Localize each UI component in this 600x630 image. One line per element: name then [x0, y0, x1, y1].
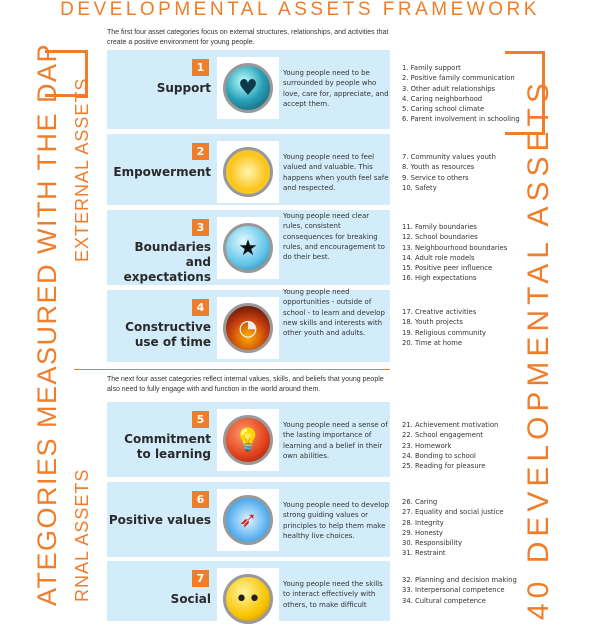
category-number: 6 — [192, 491, 209, 508]
category-number: 5 — [192, 411, 209, 428]
asset-item: 6. Parent involvement in schooling — [402, 115, 520, 124]
asset-item: 4. Caring neighborhood — [402, 94, 483, 103]
asset-item: 29. Honesty — [402, 528, 443, 537]
category-description: Young people need a sense of the lasting importance of learning and a belief in their own abilities. — [283, 421, 388, 460]
category-number: 3 — [192, 219, 209, 236]
asset-item: 14. Adult role models — [402, 253, 475, 262]
asset-list — [402, 307, 486, 348]
category-title: Positive values — [108, 513, 211, 527]
sun-icon — [223, 147, 273, 197]
asset-item: 21. Achievement motivation — [402, 421, 499, 429]
heart-icon: ♥ — [223, 63, 273, 113]
asset-item: 12. School boundaries — [402, 233, 478, 242]
right-vertical-label: 40 DEVELOPMENTAL ASSETS — [522, 78, 555, 620]
asset-item: 7. Community values youth — [402, 153, 496, 161]
asset-list — [402, 575, 517, 606]
asset-item: 34. Cultural competence — [402, 596, 486, 605]
section-divider — [74, 369, 390, 370]
intro-external: The first four asset categories focus on external structures, relationships, and activities that create a positive environment for young people. — [107, 29, 389, 46]
category-image — [217, 489, 279, 551]
asset-item: 2. Positive family communication — [402, 74, 515, 83]
category-image — [217, 409, 279, 471]
category-7 — [107, 561, 390, 621]
category-title: Commitment to learning — [124, 432, 211, 461]
clock-icon: ◔ — [223, 303, 273, 353]
asset-item: 10. Safety — [402, 183, 437, 192]
category-description: Young people need the skills to interact effectively with others, to make difficult — [283, 580, 383, 609]
asset-item: 31. Restraint — [402, 549, 446, 558]
asset-item: 15. Positive peer influence — [402, 264, 493, 273]
internal-assets-label: RNAL ASSETS — [72, 468, 92, 602]
category-image — [217, 217, 279, 279]
asset-list — [402, 152, 496, 193]
asset-item: 17. Creative activities — [402, 308, 477, 316]
asset-item: 25. Reading for pleasure — [402, 462, 486, 471]
asset-item: 33. Interpersonal competence — [402, 586, 505, 595]
category-5 — [107, 402, 390, 477]
asset-item: 8. Youth as resources — [402, 163, 475, 172]
asset-item: 1. Family support — [402, 64, 461, 72]
smiley-icon: •• — [223, 574, 273, 624]
asset-list — [402, 497, 503, 559]
external-assets-label: EXTERNAL ASSETS — [72, 77, 92, 262]
asset-item: 22. School engagement — [402, 431, 483, 440]
category-title: Boundaries and expectations — [123, 240, 211, 284]
category-title: Empowerment — [113, 165, 211, 179]
asset-item: 30. Responsibility — [402, 539, 462, 548]
category-description: Young people need clear rules, consistent consequences for breaking rules, and encouragement to do their best. — [283, 212, 385, 262]
asset-item: 9. Service to others — [402, 173, 469, 182]
category-number: 4 — [192, 299, 209, 316]
left-vertical-label: ATEGORIES MEASURED WITH THE DAP — [32, 42, 62, 606]
category-2 — [107, 134, 390, 205]
category-image — [217, 57, 279, 119]
asset-item: 5. Caring school climate — [402, 105, 485, 114]
category-image — [217, 568, 279, 630]
compass-icon: ➶ — [223, 495, 273, 545]
category-number: 7 — [192, 570, 209, 587]
asset-list — [402, 63, 520, 125]
asset-item: 16. High expectations — [402, 274, 477, 283]
category-image — [217, 297, 279, 359]
category-6 — [107, 482, 390, 557]
category-3 — [107, 210, 390, 285]
lightbulb-icon: 💡 — [223, 415, 273, 465]
asset-item: 26. Caring — [402, 498, 438, 506]
asset-item: 32. Planning and decision making — [402, 576, 517, 584]
asset-item: 28. Integrity — [402, 518, 444, 527]
page-title: DEVELOPMENTAL ASSETS FRAMEWORK — [60, 0, 540, 20]
asset-item: 23. Homework — [402, 441, 452, 450]
category-image — [217, 141, 279, 203]
category-description: Young people need to be surrounded by people who love, care for, appreciate, and accept them. — [283, 69, 389, 108]
category-title: Social — [170, 592, 211, 606]
category-title: Support — [156, 81, 211, 95]
category-4 — [107, 290, 390, 362]
asset-item: 11. Family boundaries — [402, 223, 477, 231]
asset-item: 13. Neighbourhood boundaries — [402, 243, 508, 252]
category-description: Young people need opportunities - outside of school - to learn and develop new skills and interests with other youth and adults. — [283, 288, 385, 338]
asset-item: 19. Religious community — [402, 328, 487, 337]
asset-item: 20. Time at home — [402, 338, 463, 347]
asset-list — [402, 222, 507, 284]
asset-item: 18. Youth projects — [402, 318, 463, 327]
category-number: 1 — [192, 59, 209, 76]
asset-item: 27. Equality and social justice — [402, 508, 504, 517]
category-1 — [107, 50, 390, 129]
category-description: Young people need to develop strong guiding values or principles to help them make healthy live choices. — [283, 501, 389, 540]
asset-list — [402, 420, 498, 471]
star-icon: ★ — [223, 223, 273, 273]
category-title: Constructive use of time — [125, 320, 211, 349]
category-description: Young people need to feel valued and valuable. This happens when youth feel safe and respected. — [283, 153, 389, 192]
asset-item: 24. Bonding to school — [402, 451, 476, 460]
category-number: 2 — [192, 143, 209, 160]
intro-internal: The next four asset categories reflect internal values, skills, and beliefs that young people also need to fully engage with and function in the world around them. — [107, 376, 384, 393]
asset-item: 3. Other adult relationships — [402, 84, 496, 93]
